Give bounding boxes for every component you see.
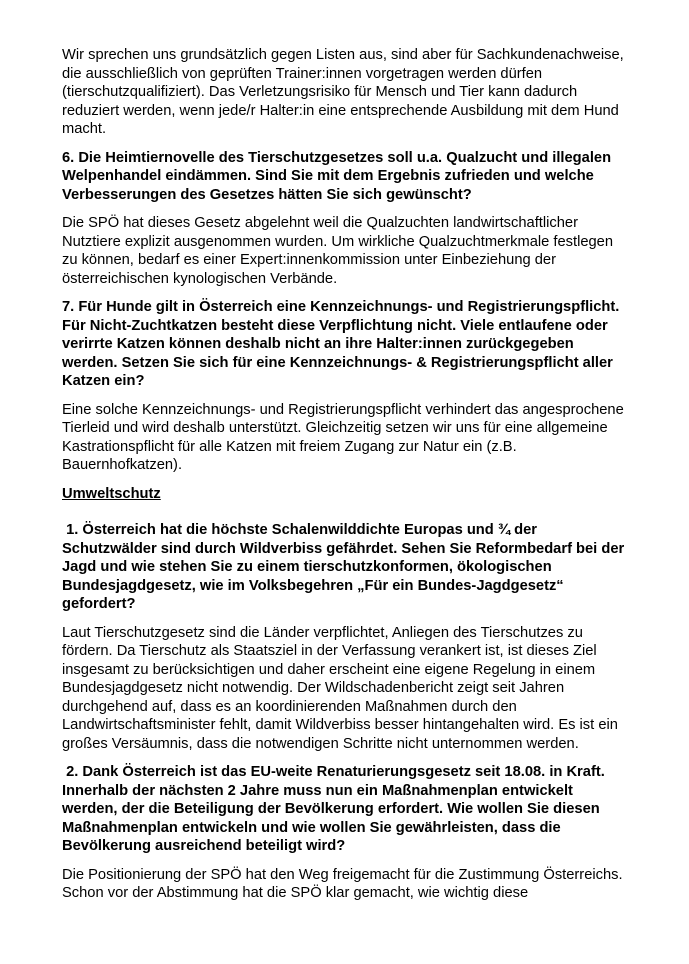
answer-paragraph-question-1: Laut Tierschutzgesetz sind die Länder verpflichtet, Anliegen des Tierschutzes zu fördern. Da Tierschutz als Staatsziel in der Verfassung verankert ist, ist dieses Ziel insgesamt zu berücksichtigen und daher erscheint eine eigene Regelung in einem Bundesjagdgesetz nicht notwendig. Der Wildschadenbericht zeigt seit Jahren durchgehend auf, dass es an koordinierenden Maßnahmen durch den Landwirtschaftsminister fehlt, damit Wildverbiss besser hintangehalten wird. Es ist ein großes Versäumnis, dass die notwendigen Schritte nicht unternommen werden. [62, 624, 623, 752]
section-heading-umweltschutz: Umweltschutz [62, 485, 161, 502]
document-content [62, 46, 632, 913]
question-6-heading: 6. Die Heimtiernovelle des Tierschutzgesetzes soll u.a. Qualzucht und illegalen Welpenhandel eindämmen. Sind Sie mit dem Ergebnis zufrieden und welche Verbesserungen des Gesetzes hätten Sie sich gewünscht? [62, 149, 616, 203]
answer-paragraph-question-6: Die SPÖ hat dieses Gesetz abgelehnt weil die Qualzuchten landwirtschaftlicher Nutztiere explizit ausgenommen wurden. Um wirkliche Qualzuchtmerkmale festlegen zu können, bedarf es einer Expert:innenkommission unter Einbeziehung der österreichischen kynologischen Verbände. [62, 215, 618, 287]
question-7-heading: 7. Für Hunde gilt in Österreich eine Kennzeichnungs- und Registrierungspflicht. Für Nicht-Zuchtkatzen besteht diese Verpflichtung nicht. Viele entlaufene oder verirrte Katzen können deshalb nicht an ihre Halter:innen zurückgegeben werden. Setzen Sie sich für eine Kennzeichnungs- & Registrierungspflicht aller Katzen ein? [62, 299, 624, 389]
answer-paragraph-lists: Wir sprechen uns grundsätzlich gegen Listen aus, sind aber für Sachkundenachweise, die ausschließlich von geprüften Trainer:innen vorgetragen werden dürfen (tierschutzqualifiziert). Das Verletzungsrisiko für Mensch und Tier kann dadurch reduziert werden, wenn jede/r Halter:in eine entsprechende Ausbildung mit dem Hund macht. [62, 47, 628, 137]
answer-paragraph-question-7: Eine solche Kennzeichnungs- und Registrierungspflicht verhindert das angesprochene Tierleid und wird deshalb unterstützt. Gleichzeitig setzen wir uns für eine allgemeine Kastrationspflicht für alle Katzen mit freiem Zugang zur Natur ein (z.B. Bauernhofkatzen). [62, 401, 628, 473]
question-1-heading: 1. Österreich hat die höchste Schalenwilddichte Europas und ¾ der Schutzwälder sind durch Wildverbiss gefährdet. Sehen Sie Reformbedarf bei der Jagd und wie stehen Sie zu einem tierschutzkonformen, ökologischen Bundesjagdgesetz, wie im Volksbegehren „Für ein Bundes-Jagdgesetz“ gefordert? [62, 522, 629, 612]
answer-paragraph-question-2-partial: Die Positionierung der SPÖ hat den Weg freigemacht für die Zustimmung Österreichs. Schon vor der Abstimmung hat die SPÖ klar gemacht, wie wichtig diese [62, 866, 627, 901]
question-2-heading: 2. Dank Österreich ist das EU-weite Renaturierungsgesetz seit 18.08. in Kraft. Innerhalb der nächsten 2 Jahre muss nun ein Maßnahmenplan entwickelt werden, der die Beteiligung der Bevölkerung erfordert. Wie wollen Sie diesen Maßnahmenplan entwickeln und wie wollen Sie gewährleisten, dass die Bevölkerung ausreichend beteiligt wird? [62, 764, 609, 854]
